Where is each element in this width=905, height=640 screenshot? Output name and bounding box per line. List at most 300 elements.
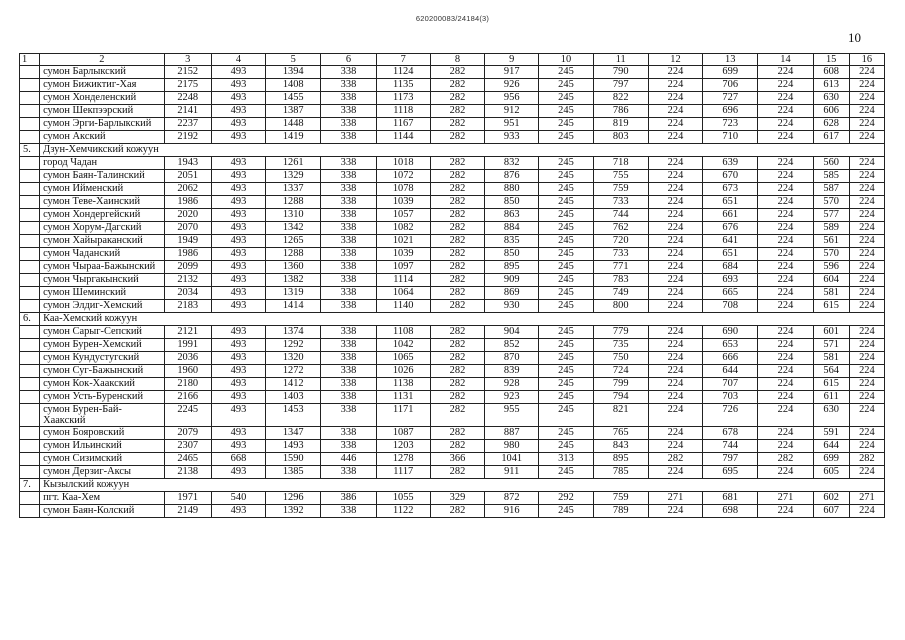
value-cell: 720 xyxy=(593,235,648,248)
value-cell: 493 xyxy=(211,235,265,248)
value-cell: 2245 xyxy=(164,404,211,427)
value-cell: 1041 xyxy=(485,453,539,466)
value-cell: 653 xyxy=(703,339,758,352)
value-cell: 799 xyxy=(593,378,648,391)
municipality-name: сумон Акский xyxy=(40,131,165,144)
value-cell: 338 xyxy=(321,427,376,440)
value-cell: 790 xyxy=(593,66,648,79)
value-cell: 338 xyxy=(321,505,376,518)
value-cell: 1288 xyxy=(266,196,321,209)
value-cell: 1292 xyxy=(266,339,321,352)
row-number-cell xyxy=(20,339,40,352)
value-cell: 224 xyxy=(849,427,884,440)
value-cell: 224 xyxy=(849,300,884,313)
value-cell: 493 xyxy=(211,66,265,79)
value-cell: 744 xyxy=(703,440,758,453)
value-cell: 224 xyxy=(648,196,702,209)
value-cell: 765 xyxy=(593,427,648,440)
value-cell: 1382 xyxy=(266,274,321,287)
value-cell: 224 xyxy=(849,196,884,209)
value-cell: 224 xyxy=(758,326,813,339)
value-cell: 1042 xyxy=(376,339,430,352)
row-number-cell xyxy=(20,427,40,440)
value-cell: 670 xyxy=(703,170,758,183)
value-cell: 980 xyxy=(485,440,539,453)
value-cell: 909 xyxy=(485,274,539,287)
value-cell: 2070 xyxy=(164,222,211,235)
value-cell: 224 xyxy=(758,339,813,352)
value-cell: 282 xyxy=(430,365,484,378)
value-cell: 1320 xyxy=(266,352,321,365)
value-cell: 706 xyxy=(703,79,758,92)
value-cell: 338 xyxy=(321,339,376,352)
value-cell: 783 xyxy=(593,274,648,287)
value-cell: 271 xyxy=(648,492,702,505)
municipality-name: сумон Баян-Колский xyxy=(40,505,165,518)
value-cell: 930 xyxy=(485,300,539,313)
value-cell: 493 xyxy=(211,352,265,365)
value-cell: 245 xyxy=(539,326,593,339)
value-cell: 282 xyxy=(430,157,484,170)
value-cell: 224 xyxy=(648,326,702,339)
municipality-name: сумон Эрги-Барлыкский xyxy=(40,118,165,131)
value-cell: 338 xyxy=(321,157,376,170)
municipality-name: сумон Суг-Бажынский xyxy=(40,365,165,378)
value-cell: 2020 xyxy=(164,209,211,222)
value-cell: 245 xyxy=(539,365,593,378)
value-cell: 571 xyxy=(813,339,849,352)
value-cell: 2034 xyxy=(164,287,211,300)
row-number-cell xyxy=(20,287,40,300)
value-cell: 224 xyxy=(849,105,884,118)
value-cell: 1072 xyxy=(376,170,430,183)
row-number-cell xyxy=(20,235,40,248)
value-cell: 282 xyxy=(430,248,484,261)
value-cell: 245 xyxy=(539,196,593,209)
value-cell: 245 xyxy=(539,131,593,144)
value-cell: 224 xyxy=(648,404,702,427)
document-code: 620200083/24184(3) xyxy=(415,14,490,23)
value-cell: 386 xyxy=(321,492,376,505)
value-cell: 224 xyxy=(648,222,702,235)
value-cell: 282 xyxy=(430,131,484,144)
table-row xyxy=(20,261,885,274)
value-cell: 224 xyxy=(849,261,884,274)
value-cell: 245 xyxy=(539,209,593,222)
value-cell: 698 xyxy=(703,505,758,518)
table-row xyxy=(20,118,885,131)
value-cell: 493 xyxy=(211,79,265,92)
value-cell: 282 xyxy=(430,118,484,131)
value-cell: 224 xyxy=(648,261,702,274)
value-cell: 589 xyxy=(813,222,849,235)
value-cell: 540 xyxy=(211,492,265,505)
table-row xyxy=(20,79,885,92)
value-cell: 785 xyxy=(593,466,648,479)
value-cell: 2099 xyxy=(164,261,211,274)
value-cell: 789 xyxy=(593,505,648,518)
value-cell: 313 xyxy=(539,453,593,466)
value-cell: 224 xyxy=(758,131,813,144)
value-cell: 224 xyxy=(648,505,702,518)
row-number-cell xyxy=(20,118,40,131)
value-cell: 2062 xyxy=(164,183,211,196)
value-cell: 1387 xyxy=(266,105,321,118)
value-cell: 224 xyxy=(758,105,813,118)
header-cell: 1 xyxy=(20,54,40,66)
value-cell: 581 xyxy=(813,352,849,365)
header-cell: 11 xyxy=(593,54,648,66)
value-cell: 928 xyxy=(485,378,539,391)
value-cell: 245 xyxy=(539,300,593,313)
value-cell: 224 xyxy=(849,440,884,453)
value-cell: 596 xyxy=(813,261,849,274)
value-cell: 601 xyxy=(813,326,849,339)
value-cell: 493 xyxy=(211,196,265,209)
table-row xyxy=(20,287,885,300)
value-cell: 744 xyxy=(593,209,648,222)
value-cell: 2149 xyxy=(164,505,211,518)
table-row xyxy=(20,196,885,209)
row-number-cell xyxy=(20,196,40,209)
value-cell: 338 xyxy=(321,183,376,196)
table-row xyxy=(20,453,885,466)
value-cell: 338 xyxy=(321,365,376,378)
value-cell: 887 xyxy=(485,427,539,440)
municipality-name: сумон Чаданский xyxy=(40,248,165,261)
value-cell: 224 xyxy=(758,427,813,440)
value-cell: 282 xyxy=(430,300,484,313)
value-cell: 1039 xyxy=(376,248,430,261)
value-cell: 1347 xyxy=(266,427,321,440)
value-cell: 245 xyxy=(539,261,593,274)
value-cell: 224 xyxy=(849,326,884,339)
value-cell: 606 xyxy=(813,105,849,118)
value-cell: 591 xyxy=(813,427,849,440)
value-cell: 1412 xyxy=(266,378,321,391)
value-cell: 615 xyxy=(813,378,849,391)
row-number-cell xyxy=(20,466,40,479)
value-cell: 733 xyxy=(593,196,648,209)
value-cell: 587 xyxy=(813,183,849,196)
row-number-cell xyxy=(20,404,40,427)
value-cell: 338 xyxy=(321,261,376,274)
value-cell: 1403 xyxy=(266,391,321,404)
row-number-cell xyxy=(20,261,40,274)
value-cell: 617 xyxy=(813,131,849,144)
value-cell: 1171 xyxy=(376,404,430,427)
section-number: 7. xyxy=(20,479,40,492)
row-number-cell xyxy=(20,440,40,453)
data-table xyxy=(19,53,885,518)
page-number: 10 xyxy=(848,30,861,45)
value-cell: 1408 xyxy=(266,79,321,92)
value-cell: 852 xyxy=(485,339,539,352)
value-cell: 282 xyxy=(430,235,484,248)
value-cell: 224 xyxy=(758,300,813,313)
value-cell: 224 xyxy=(648,235,702,248)
value-cell: 245 xyxy=(539,440,593,453)
value-cell: 493 xyxy=(211,248,265,261)
value-cell: 493 xyxy=(211,466,265,479)
value-cell: 282 xyxy=(430,466,484,479)
value-cell: 1064 xyxy=(376,287,430,300)
value-cell: 493 xyxy=(211,287,265,300)
row-number-cell xyxy=(20,209,40,222)
value-cell: 1114 xyxy=(376,274,430,287)
value-cell: 282 xyxy=(430,427,484,440)
value-cell: 1590 xyxy=(266,453,321,466)
header-cell: 14 xyxy=(758,54,813,66)
value-cell: 1167 xyxy=(376,118,430,131)
value-cell: 224 xyxy=(849,170,884,183)
value-cell: 561 xyxy=(813,235,849,248)
header-cell: 12 xyxy=(648,54,702,66)
value-cell: 1493 xyxy=(266,440,321,453)
value-cell: 923 xyxy=(485,391,539,404)
value-cell: 1138 xyxy=(376,378,430,391)
value-cell: 1097 xyxy=(376,261,430,274)
value-cell: 338 xyxy=(321,209,376,222)
value-cell: 224 xyxy=(758,118,813,131)
value-cell: 282 xyxy=(648,453,702,466)
value-cell: 2237 xyxy=(164,118,211,131)
value-cell: 832 xyxy=(485,157,539,170)
value-cell: 224 xyxy=(758,287,813,300)
value-cell: 224 xyxy=(849,157,884,170)
value-cell: 282 xyxy=(430,287,484,300)
value-cell: 613 xyxy=(813,79,849,92)
value-cell: 493 xyxy=(211,131,265,144)
value-cell: 224 xyxy=(849,131,884,144)
value-cell: 224 xyxy=(648,248,702,261)
value-cell: 2121 xyxy=(164,326,211,339)
value-cell: 224 xyxy=(648,391,702,404)
value-cell: 493 xyxy=(211,170,265,183)
header-cell: 4 xyxy=(211,54,265,66)
value-cell: 493 xyxy=(211,505,265,518)
row-number-cell xyxy=(20,157,40,170)
value-cell: 224 xyxy=(758,261,813,274)
value-cell: 1144 xyxy=(376,131,430,144)
municipality-name: сумон Хорум-Дагский xyxy=(40,222,165,235)
value-cell: 493 xyxy=(211,440,265,453)
value-cell: 338 xyxy=(321,66,376,79)
row-number-cell xyxy=(20,248,40,261)
value-cell: 821 xyxy=(593,404,648,427)
value-cell: 639 xyxy=(703,157,758,170)
value-cell: 1971 xyxy=(164,492,211,505)
table-row xyxy=(20,378,885,391)
value-cell: 1140 xyxy=(376,300,430,313)
value-cell: 493 xyxy=(211,404,265,427)
value-cell: 1117 xyxy=(376,466,430,479)
table-row xyxy=(20,131,885,144)
value-cell: 338 xyxy=(321,235,376,248)
value-cell: 666 xyxy=(703,352,758,365)
value-cell: 224 xyxy=(849,466,884,479)
section-number: 6. xyxy=(20,313,40,326)
value-cell: 707 xyxy=(703,378,758,391)
value-cell: 224 xyxy=(849,378,884,391)
value-cell: 446 xyxy=(321,453,376,466)
value-cell: 608 xyxy=(813,66,849,79)
value-cell: 733 xyxy=(593,248,648,261)
municipality-name: сумон Бурен-Хемский xyxy=(40,339,165,352)
municipality-name: сумон Бояровский xyxy=(40,427,165,440)
value-cell: 786 xyxy=(593,105,648,118)
value-cell: 605 xyxy=(813,466,849,479)
value-cell: 224 xyxy=(648,170,702,183)
section-row xyxy=(20,144,885,157)
value-cell: 718 xyxy=(593,157,648,170)
row-number-cell xyxy=(20,505,40,518)
value-cell: 1173 xyxy=(376,92,430,105)
value-cell: 338 xyxy=(321,300,376,313)
header-cell: 16 xyxy=(849,54,884,66)
value-cell: 690 xyxy=(703,326,758,339)
value-cell: 1018 xyxy=(376,157,430,170)
row-number-cell xyxy=(20,453,40,466)
value-cell: 224 xyxy=(758,235,813,248)
value-cell: 1272 xyxy=(266,365,321,378)
value-cell: 224 xyxy=(648,466,702,479)
value-cell: 493 xyxy=(211,261,265,274)
municipality-name: сумон Усть-Буренский xyxy=(40,391,165,404)
value-cell: 876 xyxy=(485,170,539,183)
value-cell: 338 xyxy=(321,79,376,92)
value-cell: 282 xyxy=(849,453,884,466)
value-cell: 224 xyxy=(648,427,702,440)
value-cell: 1288 xyxy=(266,248,321,261)
value-cell: 224 xyxy=(849,287,884,300)
value-cell: 245 xyxy=(539,404,593,427)
value-cell: 1337 xyxy=(266,183,321,196)
value-cell: 224 xyxy=(648,274,702,287)
value-cell: 282 xyxy=(430,196,484,209)
value-cell: 224 xyxy=(758,274,813,287)
value-cell: 224 xyxy=(849,505,884,518)
value-cell: 493 xyxy=(211,378,265,391)
value-cell: 819 xyxy=(593,118,648,131)
value-cell: 224 xyxy=(648,131,702,144)
value-cell: 1026 xyxy=(376,365,430,378)
value-cell: 755 xyxy=(593,170,648,183)
value-cell: 224 xyxy=(758,170,813,183)
table-row xyxy=(20,105,885,118)
value-cell: 727 xyxy=(703,92,758,105)
value-cell: 282 xyxy=(430,352,484,365)
value-cell: 1943 xyxy=(164,157,211,170)
value-cell: 493 xyxy=(211,92,265,105)
value-cell: 2192 xyxy=(164,131,211,144)
table-row xyxy=(20,440,885,453)
table-row xyxy=(20,222,885,235)
value-cell: 282 xyxy=(430,378,484,391)
value-cell: 1329 xyxy=(266,170,321,183)
value-cell: 602 xyxy=(813,492,849,505)
municipality-name: сумон Сарыг-Сепский xyxy=(40,326,165,339)
value-cell: 916 xyxy=(485,505,539,518)
value-cell: 1986 xyxy=(164,196,211,209)
section-title: Кызылский кожуун xyxy=(40,479,885,492)
row-number-cell xyxy=(20,352,40,365)
value-cell: 224 xyxy=(849,92,884,105)
value-cell: 872 xyxy=(485,492,539,505)
municipality-name: сумон Ильинский xyxy=(40,440,165,453)
value-cell: 338 xyxy=(321,248,376,261)
municipality-name: город Чадан xyxy=(40,157,165,170)
value-cell: 1039 xyxy=(376,196,430,209)
row-number-cell xyxy=(20,170,40,183)
value-cell: 560 xyxy=(813,157,849,170)
value-cell: 245 xyxy=(539,92,593,105)
value-cell: 224 xyxy=(648,105,702,118)
value-cell: 282 xyxy=(430,79,484,92)
value-cell: 695 xyxy=(703,466,758,479)
value-cell: 224 xyxy=(758,209,813,222)
value-cell: 577 xyxy=(813,209,849,222)
value-cell: 724 xyxy=(593,365,648,378)
table-header-row xyxy=(20,54,885,66)
value-cell: 651 xyxy=(703,196,758,209)
value-cell: 644 xyxy=(703,365,758,378)
value-cell: 797 xyxy=(593,79,648,92)
municipality-name: сумон Шеминский xyxy=(40,287,165,300)
value-cell: 1124 xyxy=(376,66,430,79)
value-cell: 630 xyxy=(813,92,849,105)
value-cell: 1296 xyxy=(266,492,321,505)
value-cell: 628 xyxy=(813,118,849,131)
value-cell: 245 xyxy=(539,248,593,261)
municipality-name: сумон Хайыраканский xyxy=(40,235,165,248)
value-cell: 245 xyxy=(539,157,593,170)
value-cell: 661 xyxy=(703,209,758,222)
header-cell: 8 xyxy=(430,54,484,66)
row-number-cell xyxy=(20,378,40,391)
value-cell: 2248 xyxy=(164,92,211,105)
value-cell: 282 xyxy=(758,453,813,466)
value-cell: 224 xyxy=(849,248,884,261)
value-cell: 338 xyxy=(321,131,376,144)
value-cell: 693 xyxy=(703,274,758,287)
value-cell: 1087 xyxy=(376,427,430,440)
value-cell: 493 xyxy=(211,427,265,440)
header-cell: 15 xyxy=(813,54,849,66)
value-cell: 245 xyxy=(539,235,593,248)
value-cell: 224 xyxy=(758,391,813,404)
value-cell: 1135 xyxy=(376,79,430,92)
municipality-name: сумон Шекпээрский xyxy=(40,105,165,118)
table-row xyxy=(20,365,885,378)
value-cell: 771 xyxy=(593,261,648,274)
value-cell: 224 xyxy=(849,79,884,92)
value-cell: 338 xyxy=(321,466,376,479)
value-cell: 224 xyxy=(758,505,813,518)
municipality-name: сумон Чыргакынский xyxy=(40,274,165,287)
value-cell: 224 xyxy=(648,287,702,300)
value-cell: 493 xyxy=(211,339,265,352)
value-cell: 1310 xyxy=(266,209,321,222)
value-cell: 282 xyxy=(430,105,484,118)
value-cell: 224 xyxy=(648,118,702,131)
value-cell: 224 xyxy=(849,339,884,352)
value-cell: 224 xyxy=(758,66,813,79)
row-number-cell xyxy=(20,274,40,287)
value-cell: 1455 xyxy=(266,92,321,105)
value-cell: 493 xyxy=(211,391,265,404)
value-cell: 681 xyxy=(703,492,758,505)
